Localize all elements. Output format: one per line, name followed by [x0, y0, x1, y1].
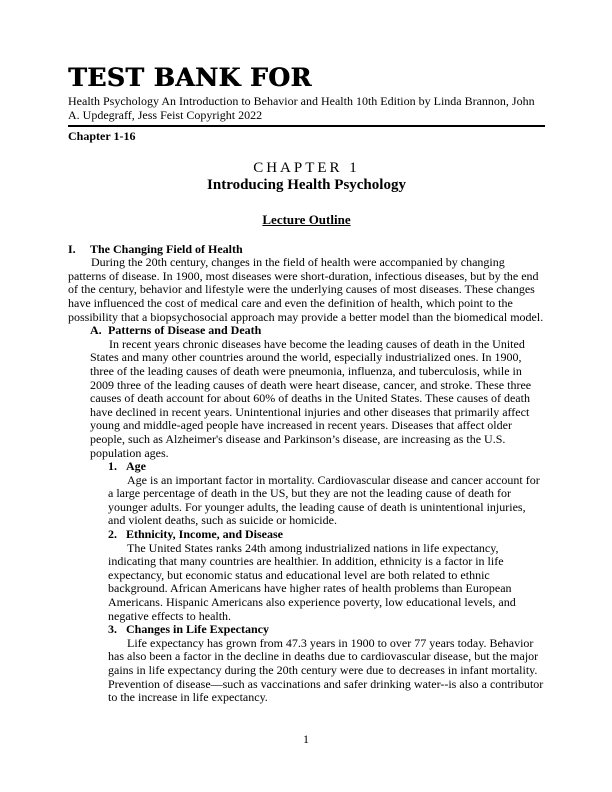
outline-item-life-expectancy	[68, 623, 545, 705]
outline-heading-text: Age	[126, 459, 146, 474]
document-subtitle: Health Psychology An Introduction to Behavior and Health 10th Edition by Linda Brannon, John A. Updegraff, Jess Feist Copyright 2022	[68, 94, 545, 127]
outline-heading	[108, 528, 545, 542]
outline-heading-text: Patterns of Disease and Death	[108, 323, 262, 338]
outline-item-patterns-disease-death	[68, 324, 545, 460]
outline-item-changing-field	[68, 243, 545, 325]
outline-item-age	[68, 460, 545, 528]
outline-body: In recent years chronic diseases have become the leading causes of death in the United States and many other countries around the world, especially industrialized ones. In 1900, three of the leading causes of death were pneumonia, influenza, and tuberculosis, while in 2009 three of the leading causes of death were heart disease, cancer, and stroke. These three causes of death account for about 60% of deaths in the United States. These causes of death have declined in recent years. Unintentional injuries and other diseases that primarily affect young and middle-aged people have increased in recent years. Diseases that affect older people, such as Alzheimer's disease and Parkinson’s disease, are increasing as the U.S. population ages.	[90, 336, 532, 460]
page-footer	[0, 732, 612, 746]
document-title: TEST BANK FOR	[68, 63, 312, 92]
outline-body: The United States ranks 24th among industrialized nations in life expectancy, indicating that many countries are healthier. In addition, ethnicity is a factor in life expectancy, but economic status and educational level are both related to ethnic background. African Americans have higher rates of health problems than European Americans. Hispanic Americans also experience poverty, low educational levels, and negative effects to health.	[108, 540, 516, 623]
outline-heading-text: The Changing Field of Health	[90, 241, 243, 256]
outline-heading	[90, 324, 545, 338]
document-header	[68, 64, 545, 143]
lecture-outline-list	[68, 243, 545, 705]
outline-label: A.	[90, 323, 102, 338]
chapter-number: CHAPTER 1	[253, 160, 360, 176]
outline-body: Age is an important factor in mortality. Cardiovascular disease and cancer account for a large percentage of death in the US, but they are not the leading cause of death for younger adults. For younger adults, the leading cause of death is unintentional injuries, and violent deaths, such as suicide or homicide.	[108, 472, 540, 528]
outline-heading	[108, 460, 545, 474]
page-number: 1	[303, 732, 309, 746]
outline-label: 1.	[108, 459, 117, 474]
outline-heading-text: Changes in Life Expectancy	[126, 622, 270, 637]
outline-heading	[68, 243, 545, 257]
chapter-heading-block	[68, 160, 545, 228]
outline-label: I.	[68, 241, 76, 256]
outline-item-ethnicity-income-disease	[68, 528, 545, 623]
chapter-title: Introducing Health Psychology	[207, 177, 406, 193]
outline-body: Life expectancy has grown from 47.3 years in 1900 to over 77 years today. Behavior has also been a factor in the decline in deaths due to cardiovascular disease, but the major gains in life expectancy during the 20th century were due to decreases in infant mortality. Prevention of disease—such as vaccinations and safer drinking water--is also a contributor to the increase in life expectancy.	[108, 635, 544, 705]
chapter-range: Chapter 1-16	[68, 129, 136, 143]
outline-heading	[108, 623, 545, 637]
outline-body: During the 20th century, changes in the field of health were accompanied by changing patterns of disease. In 1900, most diseases were short-duration, infectious diseases, but by the end of the century, behavior and lifestyle were the underlying causes of most diseases. These changes have influenced the cost of medical care and even the definition of health, which point to the possibility that a biopsychosocial approach may provide a better model than the biomedical model.	[68, 255, 544, 324]
outline-label: 2.	[108, 527, 117, 542]
outline-label: 3.	[108, 622, 117, 637]
outline-heading-text: Ethnicity, Income, and Disease	[126, 527, 284, 542]
lecture-outline-heading: Lecture Outline	[262, 212, 351, 227]
